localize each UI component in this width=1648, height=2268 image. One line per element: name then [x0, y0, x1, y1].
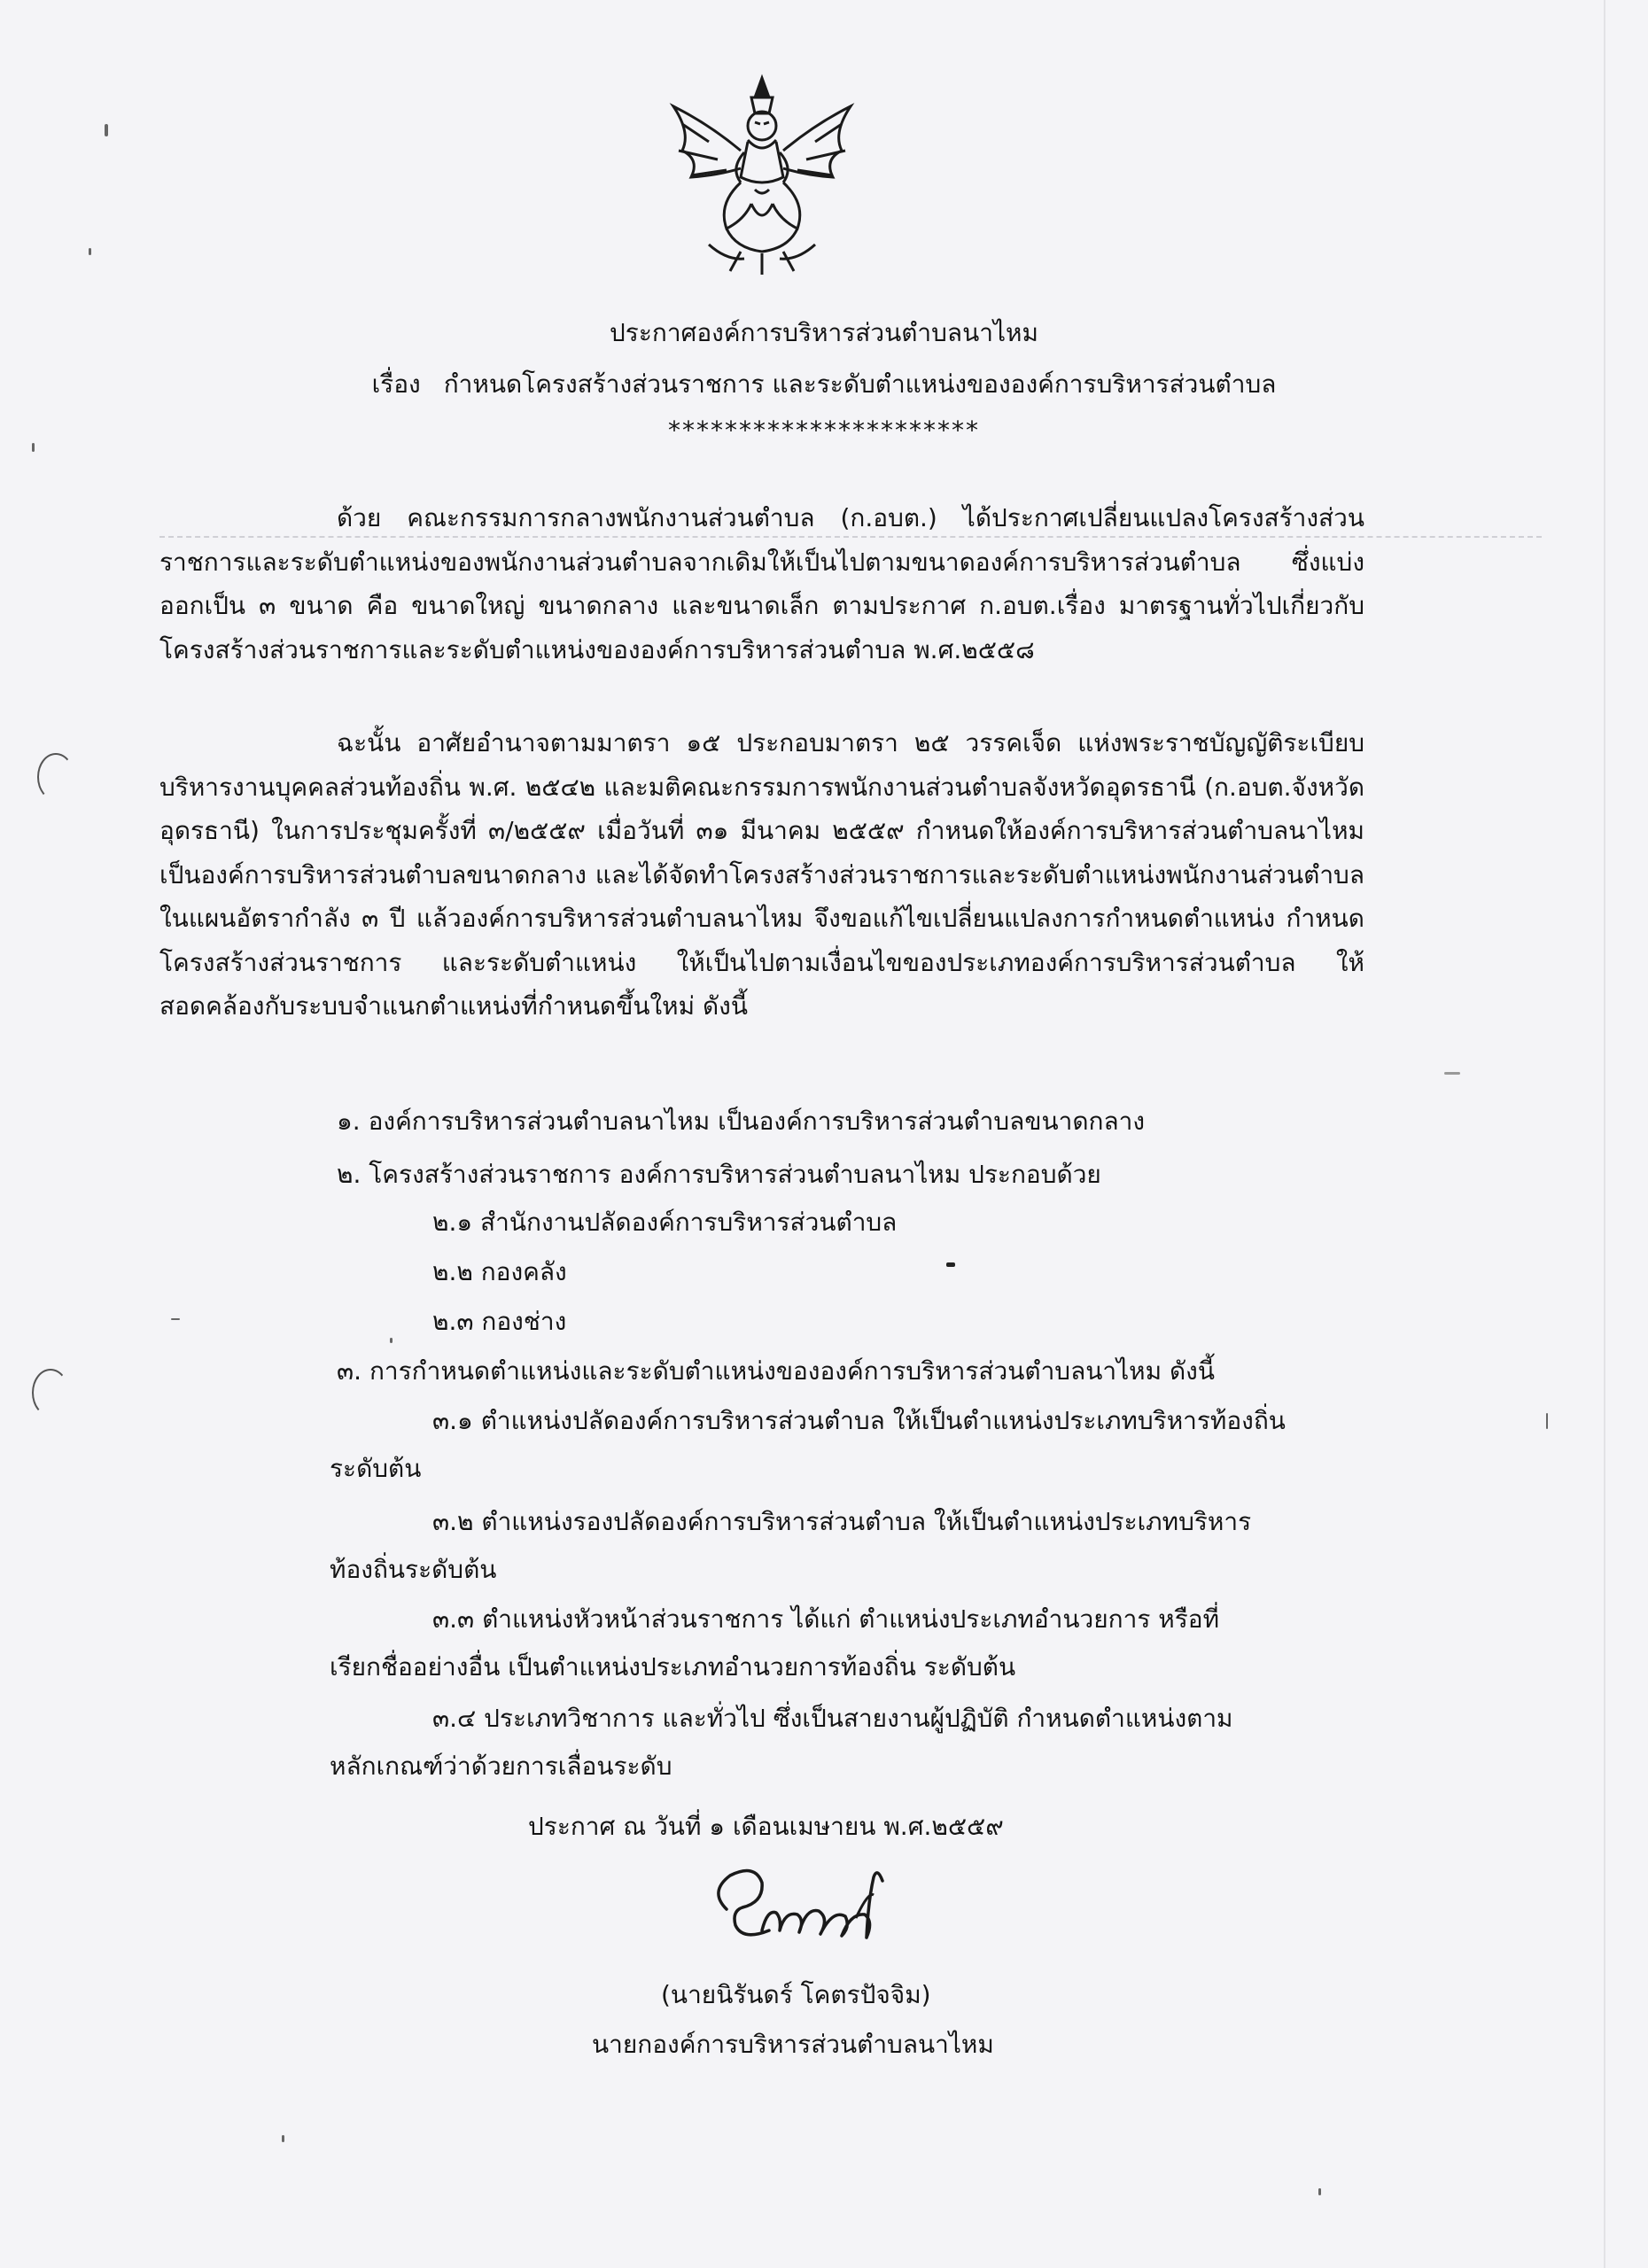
paragraph-1: ด้วย คณะกรรมการกลางพนักงานส่วนตำบล (ก.อบต.) ได้ประกาศเปลี่ยนแปลงโครงสร้างส่วนราชการและระดับตำแหน่งของพนักงานส่วนตำบลจากเดิมให้เป็นไปตามขนาดองค์การบริหารส่วนตำบล ซึ่งแบ่งออกเป็น ๓ ขนาด คือ ขนาดใหญ่ ขนาดกลาง และขนาดเล็ก ตามประกาศ ก.อบต.เรื่อง มาตรฐานทั่วไปเกี่ยวกับโครงสร้างส่วนราชการและระดับตำแหน่งขององค์การบริหารส่วนตำบล พ.ศ.๒๕๕๘: [159, 503, 1364, 664]
signer-name: (นายนิรันดร์ โคตรปัจจิม): [661, 1980, 931, 2009]
item-2-2: ๒.๒ กองคลัง: [432, 1257, 567, 1286]
item-3-2: ๓.๒ ตำแหน่งรองปลัดองค์การบริหารส่วนตำบล ให้เป็นตำแหน่งประเภทบริหาร: [432, 1507, 1252, 1536]
item-2-3: ๒.๓ กองช่าง: [432, 1307, 567, 1336]
garuda-emblem: [656, 71, 868, 284]
item-2: ๒. โครงสร้างส่วนราชการ องค์การบริหารส่วนตำบลนาไหม ประกอบด้วย: [337, 1160, 1101, 1189]
scan-speck: [946, 1262, 955, 1267]
subject-line: [0, 369, 1648, 400]
item-3-1-cont: ระดับต้น: [330, 1454, 422, 1483]
signer-position: นายกองค์การบริหารส่วนตำบลนาไหม: [592, 2030, 994, 2059]
signature: [700, 1856, 913, 1953]
scan-speck: [1444, 1072, 1460, 1075]
item-3-4: ๓.๔ ประเภทวิชาการ และทั่วไป ซึ่งเป็นสายงานผู้ปฏิบัติ กำหนดตำแหน่งตาม: [432, 1704, 1233, 1733]
scan-speck: [390, 1338, 393, 1343]
item-1: ๑. องค์การบริหารส่วนตำบลนาไหม เป็นองค์การบริหารส่วนตำบลขนาดกลาง: [337, 1107, 1146, 1136]
paragraph-2: ฉะนั้น อาศัยอำนาจตามมาตรา ๑๕ ประกอบมาตรา ๒๕ วรรคเจ็ด แห่งพระราชบัญญัติระเบียบบริหารงานบุคคลส่วนท้องถิ่น พ.ศ. ๒๕๔๒ และมติคณะกรรมการพนักงานส่วนตำบลจังหวัดอุดรธานี (ก.อบต.จังหวัดอุดรธานี) ในการประชุมครั้งที่ ๓/๒๕๕๙ เมื่อวันที่ ๓๑ มีนาคม ๒๕๕๙ กำหนดให้องค์การบริหารส่วนตำบลนาไหม เป็นองค์การบริหารส่วนตำบลขนาดกลาง และได้จัดทำโครงสร้างส่วนราชการและระดับตำแหน่งพนักงานส่วนตำบลในแผนอัตรากำลัง ๓ ปี แล้วองค์การบริหารส่วนตำบลนาไหม จึงขอแก้ไขเปลี่ยนแปลงการกำหนดตำแหน่ง กำหนดโครงสร้างส่วนราชการ และระดับตำแหน่ง ให้เป็นไปตามเงื่อนไขของประเภทองค์การบริหารส่วนตำบล ให้สอดคล้องกับระบบจำแนกตำแหน่งที่กำหนดขึ้นใหม่ ดังนี้: [159, 728, 1364, 1021]
scan-speck: [1318, 2188, 1321, 2195]
punch-hole-mark: [32, 1369, 69, 1417]
subject-label: เรื่อง: [371, 369, 421, 399]
punch-hole-mark: [37, 753, 74, 801]
item-3-3-cont: เรียกชื่ออย่างอื่น เป็นตำแหน่งประเภทอำนวยการท้องถิ่น ระดับต้น: [330, 1652, 1016, 1682]
announcement-title: ประกาศองค์การบริหารส่วนตำบลนาไหม: [610, 318, 1038, 347]
scan-speck: [89, 248, 91, 255]
item-3-1: ๓.๑ ตำแหน่งปลัดองค์การบริหารส่วนตำบล ให้เป็นตำแหน่งประเภทบริหารท้องถิ่น: [432, 1406, 1286, 1435]
item-2-1: ๒.๑ สำนักงานปลัดองค์การบริหารส่วนตำบล: [432, 1208, 898, 1237]
item-3-4-cont: หลักเกณฑ์ว่าด้วยการเลื่อนระดับ: [330, 1751, 672, 1781]
item-3: ๓. การกำหนดตำแหน่งและระดับตำแหน่งขององค์การบริหารส่วนตำบลนาไหม ดังนี้: [337, 1356, 1215, 1386]
scan-speck: [171, 1318, 180, 1320]
scan-speck: [105, 124, 108, 136]
separator-stars: **********************: [668, 416, 980, 445]
subject-text: กำหนดโครงสร้างส่วนราชการ และระดับตำแหน่งขององค์การบริหารส่วนตำบล: [443, 369, 1277, 399]
item-3-3: ๓.๓ ตำแหน่งหัวหน้าส่วนราชการ ได้แก่ ตำแหน่งประเภทอำนวยการ หรือที่: [432, 1604, 1220, 1634]
item-3-2-cont: ท้องถิ่นระดับต้น: [330, 1555, 497, 1584]
scan-speck: [1546, 1413, 1548, 1429]
scan-speck: [282, 2135, 284, 2142]
announcement-date: ประกาศ ณ วันที่ ๑ เดือนเมษายน พ.ศ.๒๕๕๙: [528, 1812, 1004, 1841]
